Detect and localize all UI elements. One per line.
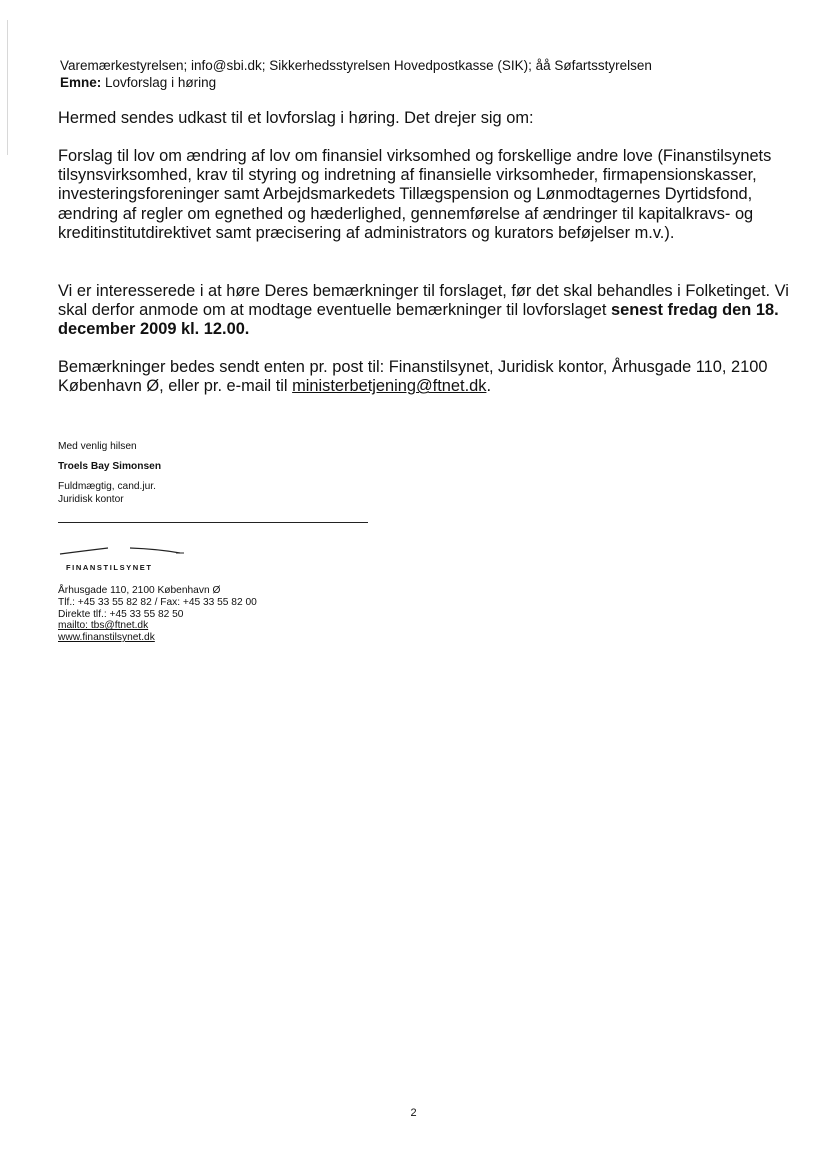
org-address: Århusgade 110, 2100 København Ø <box>58 585 221 596</box>
proposal-paragraph <box>58 147 793 243</box>
org-mailto-link[interactable]: mailto: tbs@ftnet.dk <box>58 620 149 632</box>
signature-title-line2: Juridisk kontor <box>58 493 124 505</box>
submit-text <box>58 358 793 396</box>
intro-text: Hermed sendes udkast til et lovforslag i høring. Det drejer sig om: <box>58 109 534 127</box>
recipients-line: Varemærkestyrelsen; info@sbi.dk; Sikkerhedsstyrelsen Hovedpostkasse (SIK); åå Søfartsstyrelsen <box>60 58 652 73</box>
proposal-text: Forslag til lov om ændring af lov om finansiel virksomhed og forskellige andre love (Finanstilsynets tilsynsvirksomhed, krav til styring og indretning af finansielle virksomheder, firmapensionskasser, investeringsforeninger samt Arbejdsmarkedets Tillægspension og Lønmodtagernes Dyrtidsfond, ændring af regler om egnethed og hæderlighed, gennemførelse af ændringer til kapitalkravs- og kreditinstitutdirektivet samt præcisering af administrators og kurators beføjelser m.v.). <box>58 147 772 242</box>
signature-greeting: Med venlig hilsen <box>58 441 137 452</box>
subject-line <box>60 74 780 91</box>
signature-name: Troels Bay Simonsen <box>58 461 162 472</box>
submit-paragraph <box>58 358 793 396</box>
request-text-part: Vi er interesserede i at høre Deres bemærkninger til forslaget, før det skal behandles i Folketinget. Vi skal derfor anmode om at modtage eventuelle bemærkninger til lovforslaget <box>58 282 789 320</box>
submit-text-part: Bemærkninger bedes sendt enten pr. post til: Finanstilsynet, Juridisk kontor, Århusgade 110, 2100 København Ø, eller pr. e-mail til <box>58 358 768 396</box>
signature-title-line1: Fuldmægtig, cand.jur. <box>58 481 156 492</box>
org-phone-fax: Tlf.: +45 33 55 82 82 / Fax: +45 33 55 82 00 <box>58 596 257 608</box>
org-website-link[interactable]: www.finanstilsynet.dk <box>58 632 155 644</box>
finanstilsynet-logo-icon <box>58 545 198 557</box>
page-number: 2 <box>410 1107 417 1119</box>
org-direct-phone: Direkte tlf.: +45 33 55 82 50 <box>58 608 184 620</box>
signature-divider <box>58 522 368 523</box>
submit-email-link[interactable]: ministerbetjening@ftnet.dk <box>292 377 487 396</box>
subject-value: Lovforslag i høring <box>105 75 217 90</box>
org-logo-text: FINANSTILSYNET <box>66 563 153 572</box>
deadline-text: senest fredag den 18. december 2009 kl. 12.00. <box>58 301 779 339</box>
signature-title <box>58 481 156 506</box>
submit-end: . <box>486 377 491 396</box>
intro-paragraph <box>58 109 793 128</box>
request-paragraph <box>58 282 793 340</box>
subject-label: Emne: <box>60 75 102 90</box>
org-contact-block <box>58 585 257 644</box>
email-header <box>60 57 780 91</box>
scan-edge-line <box>7 20 8 155</box>
request-text <box>58 282 793 340</box>
